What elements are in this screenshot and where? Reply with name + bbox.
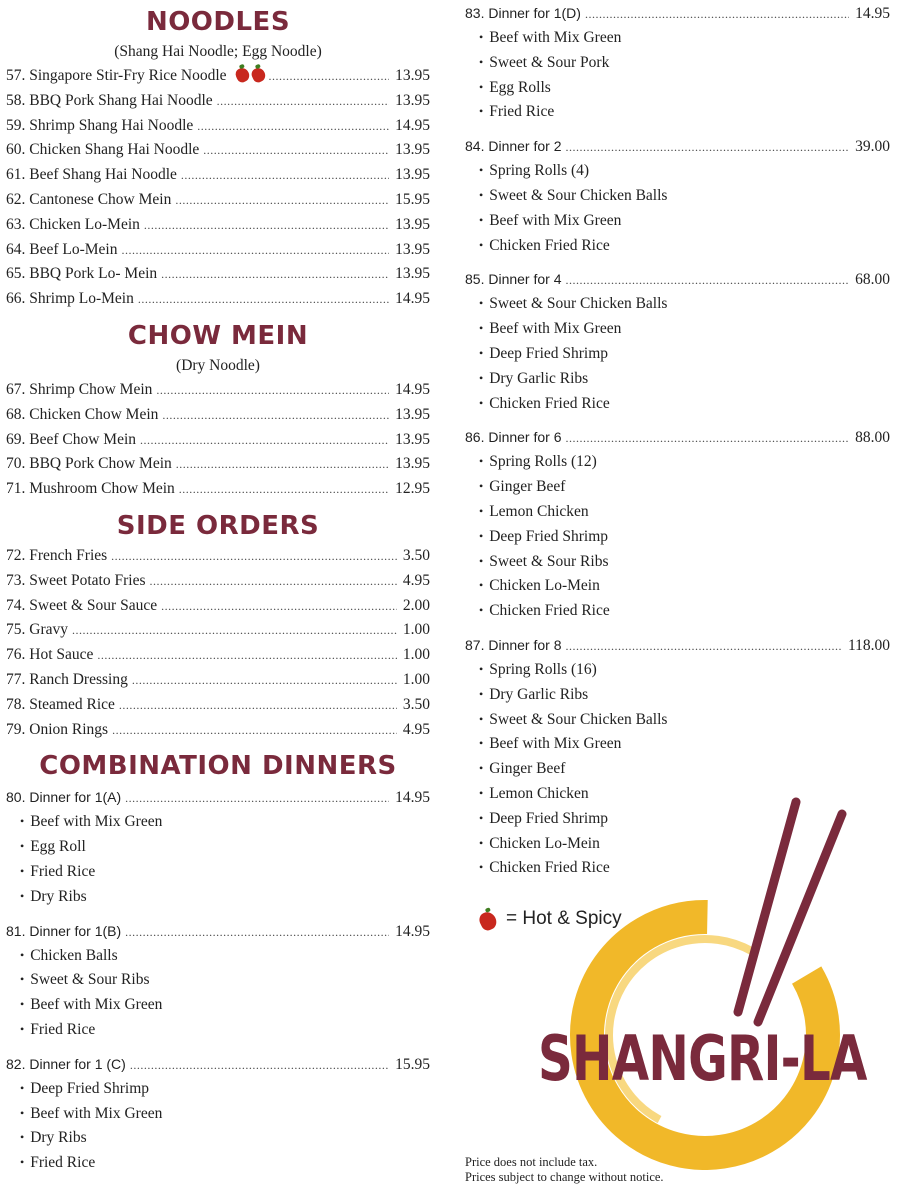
menu-item [6, 544, 430, 569]
chopstick-icon [738, 802, 796, 1012]
combo-price: 88.00 [855, 429, 890, 447]
menu-item-name: 66. Shrimp Lo-Mein [6, 290, 134, 308]
menu-item [6, 163, 430, 188]
bullet-icon: • [479, 711, 484, 726]
menu-item [6, 64, 430, 89]
menu-item [6, 378, 430, 403]
combo-item [20, 1151, 430, 1176]
combo-item [479, 51, 890, 76]
bullet-icon: • [20, 972, 25, 987]
bullet-icon: • [479, 370, 484, 385]
menu-item-price: 1.00 [402, 670, 430, 688]
bullet-icon: • [20, 1080, 25, 1095]
dot-leader [197, 114, 389, 139]
combo-item [479, 317, 890, 342]
bullet-icon: • [479, 686, 484, 701]
combo-item [479, 450, 890, 475]
menu-item-name: 72. French Fries [6, 546, 108, 564]
combination-right-list [465, 0, 890, 889]
side-orders-title: SIDE ORDERS [116, 510, 320, 541]
dot-leader [585, 1, 849, 27]
combo-dinner [465, 266, 890, 424]
noodles-subtitle: (Shang Hai Noodle; Egg Noodle) [114, 43, 322, 60]
combo-header [465, 266, 890, 292]
note-tax: Price does not include tax. [465, 1155, 598, 1169]
menu-item-name: 77. Ranch Dressing [6, 670, 128, 688]
menu-item-name: 69. Beef Chow Mein [6, 430, 137, 448]
combo-item [479, 100, 890, 125]
combo-item [479, 392, 890, 417]
menu-item-price: 13.95 [395, 455, 430, 473]
combo-item [479, 76, 890, 101]
menu-item-name: 67. Shrimp Chow Mein [6, 380, 153, 398]
combo-item-name: Chicken Balls [30, 946, 118, 964]
menu-item-name: 64. Beef Lo-Mein [6, 240, 118, 258]
dot-leader [156, 378, 389, 403]
combo-item [479, 525, 890, 550]
menu-item-price: 13.95 [395, 67, 430, 84]
dot-leader [162, 403, 389, 428]
dot-leader [181, 163, 389, 188]
menu-item [6, 89, 430, 114]
combo-name: 87. Dinner for 8 [465, 636, 562, 653]
menu-item [6, 238, 430, 263]
combo-name: 82. Dinner for 1 (C) [6, 1055, 126, 1072]
menu-item-name: 62. Cantonese Chow Mein [6, 190, 172, 208]
combo-header [6, 1051, 430, 1077]
combo-item [479, 234, 890, 259]
bullet-icon: • [479, 528, 484, 543]
combo-name: 85. Dinner for 4 [465, 271, 562, 288]
combo-price: 14.95 [395, 922, 430, 940]
combo-item-name: Dry Garlic Ribs [489, 685, 589, 703]
menu-item-name: 63. Chicken Lo-Mein [6, 215, 140, 233]
dot-leader [179, 477, 389, 502]
combo-dinner [465, 0, 890, 133]
combo-item-name: Beef with Mix Green [489, 211, 622, 229]
combo-name: 80. Dinner for 1(A) [6, 789, 122, 806]
combo-item [479, 574, 890, 599]
bullet-icon: • [479, 54, 484, 69]
menu-item-price: 14.95 [395, 290, 430, 308]
bullet-icon: • [479, 79, 484, 94]
combo-item [479, 732, 890, 757]
bullet-icon: • [479, 785, 484, 800]
dot-leader [132, 668, 397, 693]
menu-item-price: 13.95 [395, 141, 430, 159]
bullet-icon: • [479, 395, 484, 410]
right-column [465, 0, 890, 889]
menu-item [6, 718, 430, 743]
combo-item-name: Beef with Mix Green [489, 29, 622, 46]
combo-item-name: Chicken Lo-Mein [489, 577, 600, 595]
bullet-icon: • [20, 888, 25, 903]
combo-item [20, 810, 430, 835]
combo-item [479, 342, 890, 367]
bullet-icon: • [479, 736, 484, 751]
combo-item [479, 599, 890, 624]
menu-item [6, 213, 430, 238]
bullet-icon: • [479, 761, 484, 776]
bullet-icon: • [479, 163, 484, 178]
combo-item [20, 993, 430, 1018]
bullet-icon: • [20, 814, 25, 829]
bullet-icon: • [479, 454, 484, 469]
left-column [6, 0, 430, 1184]
combo-price: 118.00 [847, 636, 890, 654]
combo-item [20, 1018, 430, 1043]
dot-leader [269, 64, 390, 89]
menu-item [6, 618, 430, 643]
combo-item-name: Egg Roll [30, 838, 86, 856]
combo-item-name: Dry Ribs [30, 1129, 87, 1147]
combo-item [20, 1126, 430, 1151]
combo-item-name: Deep Fried Shrimp [489, 527, 609, 545]
menu-item-price: 13.95 [395, 405, 430, 423]
spicy-indicator [233, 64, 265, 89]
menu-item-name: 70. BBQ Pork Chow Mein [6, 455, 172, 473]
combo-item-name: Ginger Beef [489, 478, 566, 496]
menu-item [6, 594, 430, 619]
bullet-icon: • [479, 187, 484, 202]
combo-dinner [6, 918, 430, 1051]
menu-item [6, 114, 430, 139]
menu-item [6, 403, 430, 428]
combo-items [6, 944, 430, 1051]
combo-item-name: Beef with Mix Green [489, 320, 622, 338]
combo-item [479, 367, 890, 392]
combo-item-name: Chicken Fried Rice [489, 236, 610, 254]
combo-dinner [6, 784, 430, 917]
combo-items [465, 159, 890, 266]
combo-item [479, 475, 890, 500]
legend-text: = Hot & Spicy [506, 908, 622, 929]
combo-item-name: Sweet & Sour Chicken Balls [489, 295, 668, 313]
combo-item-name: Beef with Mix Green [30, 813, 163, 831]
bullet-icon: • [20, 863, 25, 878]
bullet-icon: • [20, 1021, 25, 1036]
dot-leader [176, 452, 389, 477]
combo-item-name: Sweet & Sour Ribs [30, 971, 150, 989]
bullet-icon: • [479, 860, 484, 875]
logo-text: SHANGRI-LA [538, 1022, 867, 1095]
combo-name: 84. Dinner for 2 [465, 138, 562, 155]
combo-price: 39.00 [855, 138, 890, 156]
bullet-icon: • [479, 237, 484, 252]
bullet-icon: • [20, 1105, 25, 1120]
combo-item [20, 835, 430, 860]
dot-leader [72, 618, 397, 643]
combo-item-name: Beef with Mix Green [489, 735, 622, 753]
menu-item-price: 1.00 [402, 621, 430, 639]
combo-header [465, 133, 890, 159]
combo-dinner [6, 1051, 430, 1184]
menu-item-name: 57. Singapore Stir-Fry Rice Noodle [6, 67, 227, 84]
combo-header [6, 918, 430, 944]
menu-item-price: 12.95 [395, 480, 430, 498]
bullet-icon: • [479, 603, 484, 618]
combo-item [479, 209, 890, 234]
bullet-icon: • [479, 321, 484, 336]
menu-item-price: 4.95 [402, 720, 430, 738]
menu-item [6, 477, 430, 502]
menu-item [6, 569, 430, 594]
combo-item-name: Fried Rice [489, 103, 555, 121]
combo-header [465, 0, 890, 26]
combo-header [465, 632, 890, 658]
menu-item-price: 13.95 [395, 240, 430, 258]
combo-item-name: Dry Ribs [30, 887, 87, 905]
combination-left-list [6, 784, 430, 1184]
combo-item [479, 757, 890, 782]
menu-item-price: 13.95 [395, 430, 430, 448]
menu-item [6, 693, 430, 718]
combo-item-name: Sweet & Sour Chicken Balls [489, 710, 668, 728]
bullet-icon: • [479, 345, 484, 360]
dot-leader [566, 134, 850, 160]
menu-item-name: 59. Shrimp Shang Hai Noodle [6, 116, 194, 134]
menu-item-price: 14.95 [395, 380, 430, 398]
menu-item-price: 14.95 [395, 116, 430, 134]
menu-item-price: 4.95 [402, 571, 430, 589]
dot-leader [566, 267, 850, 293]
combo-item-name: Sweet & Sour Pork [489, 53, 610, 71]
bullet-icon: • [479, 578, 484, 593]
menu-item [6, 668, 430, 693]
combo-item [479, 26, 890, 51]
menu-item-name: 75. Gravy [6, 621, 68, 639]
combo-item [479, 500, 890, 525]
combo-item [20, 885, 430, 910]
combo-item [479, 159, 890, 184]
combo-item-name: Spring Rolls (4) [489, 162, 590, 180]
combo-items [6, 1077, 430, 1184]
chow-mein-title: CHOW MEIN [127, 320, 309, 351]
chili-pepper-icon [249, 66, 267, 84]
combo-item-name: Deep Fried Shrimp [489, 344, 609, 362]
combo-item [479, 550, 890, 575]
combo-item-name: Beef with Mix Green [30, 1104, 163, 1122]
combo-items [465, 26, 890, 133]
bullet-icon: • [20, 997, 25, 1012]
combo-item [20, 1102, 430, 1127]
combo-item-name: Lemon Chicken [489, 784, 589, 802]
side-orders-list [6, 544, 430, 742]
menu-item [6, 138, 430, 163]
noodles-title: NOODLES [145, 7, 291, 37]
menu-item-price: 3.50 [402, 695, 430, 713]
menu-item-name: 68. Chicken Chow Mein [6, 405, 159, 423]
dot-leader [144, 213, 389, 238]
menu-item [6, 262, 430, 287]
combo-item-name: Chicken Fried Rice [489, 859, 610, 877]
dot-leader [112, 718, 397, 743]
dot-leader [150, 569, 397, 594]
combo-dinner [465, 424, 890, 632]
combo-item-name: Fried Rice [30, 1154, 96, 1172]
combo-name: 83. Dinner for 1(D) [465, 5, 581, 21]
combo-items [6, 810, 430, 917]
combo-item [20, 968, 430, 993]
bullet-icon: • [479, 503, 484, 518]
combo-items [465, 450, 890, 632]
shangri-la-logo [520, 790, 900, 1170]
combo-item [479, 184, 890, 209]
chow-mein-list [6, 378, 430, 502]
dot-leader [138, 287, 389, 312]
chow-mein-subtitle: (Dry Noodle) [176, 356, 260, 374]
menu-item-name: 76. Hot Sauce [6, 646, 94, 664]
combo-item [479, 683, 890, 708]
menu-item-price: 3.50 [402, 546, 430, 564]
menu-item-name: 78. Steamed Rice [6, 695, 115, 713]
combo-item [479, 708, 890, 733]
combo-item-name: Egg Rolls [489, 78, 551, 96]
dot-leader [175, 188, 389, 213]
bullet-icon: • [479, 30, 484, 44]
combo-price: 68.00 [855, 271, 890, 289]
dot-leader [111, 544, 397, 569]
combo-item [479, 292, 890, 317]
combo-header [6, 784, 430, 810]
dot-leader [217, 89, 389, 114]
combo-item [479, 658, 890, 683]
combo-item-name: Chicken Fried Rice [489, 602, 610, 620]
chili-pepper-icon [233, 66, 251, 84]
combo-item-name: Sweet & Sour Ribs [489, 552, 609, 570]
bullet-icon: • [20, 839, 25, 854]
combo-item-name: Spring Rolls (12) [489, 453, 597, 471]
menu-item-price: 2.00 [402, 596, 430, 614]
menu-item-name: 65. BBQ Pork Lo- Mein [6, 265, 158, 283]
dot-leader [121, 238, 389, 263]
menu-item-name: 61. Beef Shang Hai Noodle [6, 166, 177, 184]
menu-item [6, 428, 430, 453]
menu-item [6, 452, 430, 477]
bullet-icon: • [479, 296, 484, 311]
combo-item-name: Spring Rolls (16) [489, 660, 597, 678]
bullet-icon: • [479, 212, 484, 227]
combo-item-name: Deep Fried Shrimp [30, 1079, 150, 1097]
combo-item-name: Ginger Beef [489, 760, 566, 778]
dot-leader [130, 1052, 389, 1078]
combo-dinner [465, 133, 890, 266]
combo-header [465, 424, 890, 450]
menu-item-name: 74. Sweet & Sour Sauce [6, 596, 158, 614]
chili-pepper-icon [477, 909, 499, 932]
combo-item-name: Lemon Chicken [489, 502, 589, 520]
dot-leader [140, 428, 389, 453]
combo-price: 14.95 [395, 789, 430, 807]
bullet-icon: • [20, 1155, 25, 1170]
menu-item-name: 60. Chicken Shang Hai Noodle [6, 141, 200, 159]
menu-item-name: 73. Sweet Potato Fries [6, 571, 146, 589]
bullet-icon: • [479, 835, 484, 850]
combo-price: 15.95 [395, 1055, 430, 1073]
combo-item-name: Dry Garlic Ribs [489, 369, 589, 387]
combo-item-name: Fried Rice [30, 1020, 96, 1038]
bullet-icon: • [479, 553, 484, 568]
bullet-icon: • [20, 947, 25, 962]
combo-item-name: Chicken Lo-Mein [489, 834, 600, 852]
menu-item-price: 1.00 [402, 646, 430, 664]
dot-leader [566, 425, 850, 451]
combination-title: COMBINATION DINNERS [39, 751, 397, 782]
menu-item-price: 13.95 [395, 265, 430, 283]
combo-item-name: Chicken Fried Rice [489, 394, 610, 412]
menu-item-name: 71. Mushroom Chow Mein [6, 480, 175, 498]
dot-leader [125, 785, 389, 811]
combo-price: 14.95 [855, 5, 890, 22]
price-notes [465, 1155, 664, 1185]
note-change: Prices subject to change without notice. [465, 1170, 664, 1184]
combo-item [20, 860, 430, 885]
dot-leader [97, 643, 396, 668]
bullet-icon: • [479, 661, 484, 676]
menu-item-price: 13.95 [395, 91, 430, 109]
menu-item [6, 287, 430, 312]
combo-item [20, 1077, 430, 1102]
dot-leader [125, 919, 389, 945]
combo-item-name: Fried Rice [30, 862, 96, 880]
combo-items [465, 292, 890, 424]
bullet-icon: • [479, 479, 484, 494]
combo-name: 86. Dinner for 6 [465, 429, 562, 446]
menu-item [6, 643, 430, 668]
dot-leader [203, 138, 389, 163]
dot-leader [119, 693, 397, 718]
menu-item-price: 13.95 [395, 215, 430, 233]
dot-leader [161, 262, 389, 287]
menu-item-price: 13.95 [395, 166, 430, 184]
bullet-icon: • [479, 104, 484, 119]
bullet-icon: • [20, 1130, 25, 1145]
combo-name: 81. Dinner for 1(B) [6, 922, 122, 939]
menu-item [6, 188, 430, 213]
menu-item-name: 58. BBQ Pork Shang Hai Noodle [6, 91, 213, 109]
dot-leader [566, 633, 842, 659]
combo-item-name: Deep Fried Shrimp [489, 809, 609, 827]
noodles-list [6, 64, 430, 312]
combo-item [20, 944, 430, 969]
combo-item-name: Sweet & Sour Chicken Balls [489, 186, 668, 204]
menu-item-name: 79. Onion Rings [6, 720, 109, 738]
dot-leader [161, 594, 397, 619]
bullet-icon: • [479, 810, 484, 825]
menu-item-price: 15.95 [395, 190, 430, 208]
combo-item-name: Beef with Mix Green [30, 996, 163, 1014]
